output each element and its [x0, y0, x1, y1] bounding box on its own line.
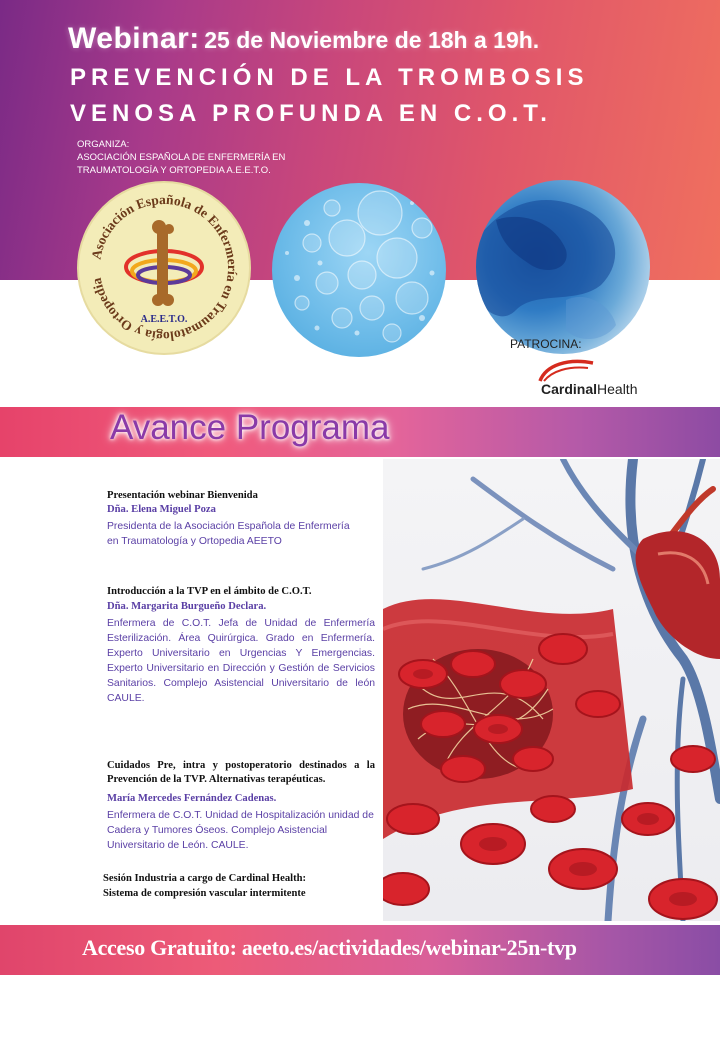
bubbles-graphic	[272, 183, 446, 357]
aeeto-logo-graphic	[79, 183, 249, 353]
session-2-title: Introducción a la TVP en el ámbito de C.O.T.	[107, 586, 312, 597]
session-1-title: Presentación webinar Bienvenida	[107, 490, 258, 501]
free-access-link[interactable]: Acceso Gratuito: aeeto.es/actividades/webinar-25n-tvp	[82, 935, 577, 960]
session-3-speaker: María Mercedes Fernández Cadenas.	[107, 793, 277, 804]
session-4-title-line-2: Sistema de compresión vascular intermitente	[103, 888, 306, 899]
bubbles-image	[272, 183, 446, 357]
organiza-line-1: ASOCIACIÓN ESPAÑOLA DE ENFERMERÍA EN	[77, 152, 286, 163]
webinar-date: 25 de Noviembre de 18h a 19h.	[204, 27, 540, 53]
blue-ink-image	[476, 180, 650, 354]
session-1-description: Presidenta de la Asociación Española de Enfermería en Traumatología y Ortopedia AEETO	[107, 521, 350, 547]
blood-clot-graphic	[383, 459, 720, 921]
cardinal-swoosh-icon	[538, 355, 658, 383]
organiza-label: ORGANIZA:	[77, 139, 130, 150]
brand-part-1: Cardinal	[541, 381, 598, 397]
blue-ink-graphic	[476, 180, 650, 354]
session-3-title: Cuidados Pre, intra y postoperatorio destinados a la Prevención de la TVP. Alternativas terapéuticas.	[107, 760, 375, 785]
logo-bone	[157, 227, 168, 299]
session-2-description: Enfermera de C.O.T. Jefa de Unidad de Enfermería Esterilización. Área Quirúrgica. Grado en Enfermería. Experto Universitario en Urgencias Y Emergencias. Experto Universitario en Dirección y Gestión de Servicios Sanitarios. Complejo Asistencial Universitario de león CAULE.	[107, 618, 375, 704]
aeeto-logo	[79, 183, 249, 353]
webinar-label: Webinar:	[68, 22, 200, 55]
logo-ring-text: Asociación Española de Enfermería en Traumatología y Ortopedia	[88, 191, 241, 345]
session-2-speaker: Dña. Margarita Burgueño Declara.	[107, 601, 267, 612]
event-title-line-2: VENOSA PROFUNDA EN C.O.T.	[70, 100, 552, 127]
brand-part-2: Health	[597, 381, 638, 397]
program-heading: Avance Programa	[110, 408, 390, 447]
organiza-line-2: TRAUMATOLOGÍA Y ORTOPEDIA A.E.E.T.O.	[77, 165, 271, 176]
session-4-title-line-1: Sesión Industria a cargo de Cardinal Health:	[103, 873, 307, 884]
sponsor-label: PATROCINA:	[510, 337, 582, 351]
webinar-date-line	[68, 22, 718, 56]
session-1-speaker: Dña. Elena Miguel Poza	[107, 504, 216, 515]
event-title-line-1: PREVENCIÓN DE LA TROMBOSIS	[70, 64, 589, 91]
blood-clot-illustration	[383, 459, 720, 921]
session-3-description: Enfermera de C.O.T. Unidad de Hospitalización unidad de Cadera y Tumores Óseos. Complejo Asistencial Universitario de León. CAULE.	[107, 810, 374, 851]
logo-acronym: A.E.E.T.O.	[140, 314, 188, 325]
cardinal-health-wordmark	[541, 381, 637, 397]
